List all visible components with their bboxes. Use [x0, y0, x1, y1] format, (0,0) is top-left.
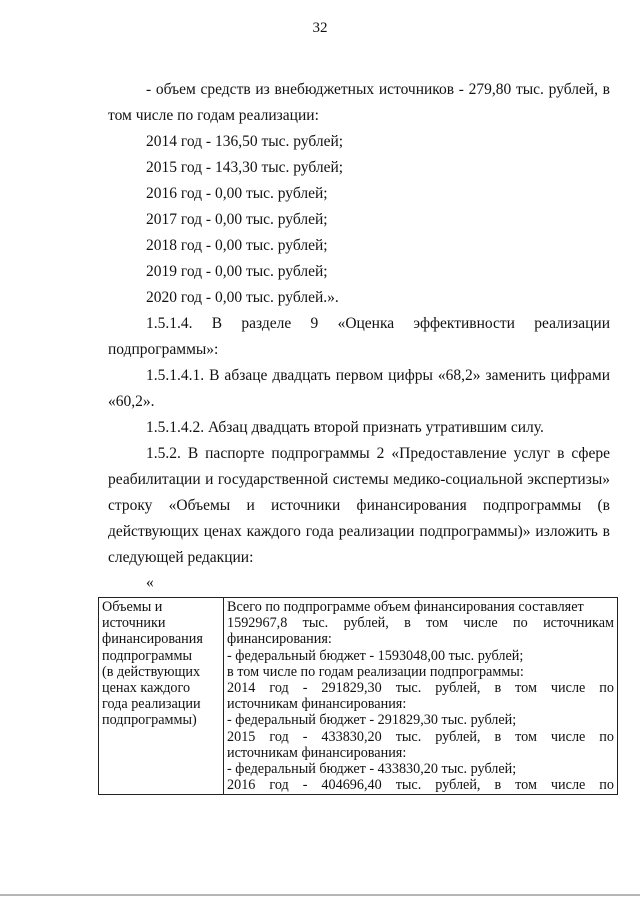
paragraph-line: реабилитации и государственной системы медико-социальной экспертизы» [108, 471, 610, 488]
cell-line: - федеральный бюджет - 433830,20 тыс. рублей; [227, 761, 517, 778]
cell-line: подпрограммы [102, 647, 192, 664]
cell-line: года реализации [102, 696, 201, 713]
cell-line: 2014 год - 291829,30 тыс. рублей, в том числе по [227, 680, 614, 697]
cell-line: ценах каждого [102, 680, 191, 697]
cell-line: в том числе по годам реализации подпрограммы: [227, 663, 524, 680]
paragraph-line: строку «Объемы и источники финансирования подпрограммы (в [108, 497, 610, 514]
paragraph-line: 2018 год - 0,00 тыс. рублей; [146, 237, 328, 254]
paragraph-line: 1.5.1.4. В разделе 9 «Оценка эффективности реализации [146, 315, 610, 332]
scan-edge-line [0, 894, 640, 896]
table-cell-content [224, 598, 618, 795]
cell-line: - федеральный бюджет - 291829,30 тыс. рублей; [227, 712, 517, 729]
paragraph-line: действующих ценах каждого года реализации подпрограммы)» изложить в [108, 523, 610, 540]
paragraph-line: 1.5.1.4.1. В абзаце двадцать первом цифры «68,2» заменить цифрами [146, 367, 610, 384]
opening-quote: « [146, 574, 154, 591]
paragraph-line: следующей редакции: [108, 549, 254, 566]
cell-line: финансирования [102, 631, 203, 648]
cell-line: (в действующих [102, 663, 201, 680]
paragraph-line: том числе по годам реализации: [108, 107, 319, 124]
cell-line: - федеральный бюджет - 1593048,00 тыс. рублей; [227, 647, 524, 664]
cell-line: источникам финансирования: [227, 744, 407, 761]
cell-line: Всего по подпрограмме объем финансирования составляет [227, 599, 584, 615]
table-row [99, 598, 618, 795]
paragraph-line: 2020 год - 0,00 тыс. рублей.». [146, 289, 339, 306]
cell-line: финансирования: [227, 631, 332, 648]
page-number: 32 [312, 20, 328, 36]
paragraph-line: - объем средств из внебюджетных источников - 279,80 тыс. рублей, в [146, 81, 610, 98]
financing-table [98, 597, 618, 795]
cell-line: подпрограммы) [102, 712, 197, 729]
cell-line: 1592967,8 тыс. рублей, в том числе по источникам [227, 615, 614, 632]
paragraph-line: 1.5.1.4.2. Абзац двадцать второй признать утратившим силу. [146, 419, 544, 436]
cell-line: Объемы и [102, 599, 163, 615]
paragraph-line: 2015 год - 143,30 тыс. рублей; [146, 159, 344, 176]
paragraph-line: 1.5.2. В паспорте подпрограммы 2 «Предоставление услуг в сфере [146, 445, 610, 462]
cell-line: источники [102, 615, 166, 632]
table-cell-label [99, 598, 224, 795]
cell-line: источникам финансирования: [227, 696, 407, 713]
paragraph-line: 2019 год - 0,00 тыс. рублей; [146, 263, 328, 280]
paragraph-line: 2014 год - 136,50 тыс. рублей; [146, 133, 344, 150]
cell-line: 2016 год - 404696,40 тыс. рублей, в том числе по [227, 777, 614, 794]
cell-line: 2015 год - 433830,20 тыс. рублей, в том числе по [227, 728, 614, 745]
paragraph-line: 2017 год - 0,00 тыс. рублей; [146, 211, 328, 228]
paragraph-line: подпрограммы»: [108, 341, 219, 358]
paragraph-line: «60,2». [108, 393, 155, 410]
paragraph-line: 2016 год - 0,00 тыс. рублей; [146, 185, 328, 202]
